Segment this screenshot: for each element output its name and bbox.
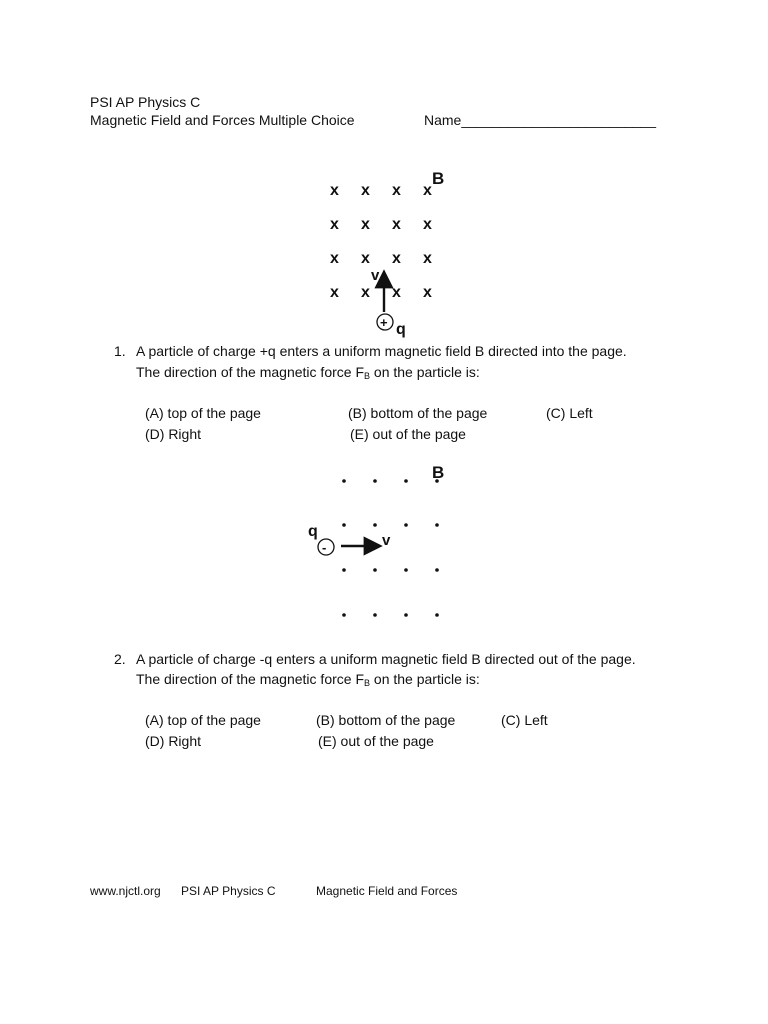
- question-1-line-2: The direction of the magnetic force $F_B$ on the particle is:: [136, 364, 480, 381]
- question-2-choice-a[interactable]: (A) top of the page: [145, 712, 261, 728]
- field-x-symbol: x: [423, 216, 432, 233]
- field-x-symbol: x: [392, 216, 401, 233]
- footer-topic: Magnetic Field and Forces: [316, 884, 458, 898]
- field-x-symbol: x: [330, 216, 339, 233]
- question-2-choice-b[interactable]: (B) bottom of the page: [316, 712, 456, 728]
- name-field: Name_________________________: [424, 112, 656, 128]
- question-2-line-2: The direction of the magnetic force $F_B$ on the particle is:: [136, 671, 480, 688]
- field-x-symbol: x: [361, 284, 370, 301]
- field-x-symbol: x: [423, 250, 432, 267]
- field-dot-symbol: [435, 568, 439, 572]
- worksheet-subtitle: Magnetic Field and Forces Multiple Choice: [90, 112, 355, 128]
- field-dot-symbol: [373, 568, 377, 572]
- positive-charge-sign: +: [380, 315, 388, 330]
- field-dot-symbol: [373, 479, 377, 483]
- course-title: PSI AP Physics C: [90, 94, 201, 110]
- field-x-symbol: x: [423, 182, 432, 199]
- field-x-symbol: x: [392, 250, 401, 267]
- velocity-label-2: v: [382, 532, 391, 549]
- field-dot-symbol: [342, 523, 346, 527]
- field-dot-symbol: [435, 613, 439, 617]
- velocity-label: v: [371, 267, 380, 284]
- field-x-symbol: x: [392, 284, 401, 301]
- field-x-symbol: x: [330, 284, 339, 301]
- question-2-choice-c[interactable]: (C) Left: [501, 712, 548, 728]
- field-dot-symbol: [342, 613, 346, 617]
- field-x-symbol: x: [423, 284, 432, 301]
- field-dot-symbol: [373, 613, 377, 617]
- field-dot-symbol: [404, 479, 408, 483]
- field-x-symbol: x: [330, 182, 339, 199]
- field-dot-symbol: [373, 523, 377, 527]
- question-1-choice-a[interactable]: (A) top of the page: [145, 405, 261, 421]
- field-dot-symbol: [404, 613, 408, 617]
- field-x-symbol: x: [361, 182, 370, 199]
- field-dot-symbol: [435, 523, 439, 527]
- question-2-choice-e[interactable]: (E) out of the page: [318, 733, 434, 749]
- charge-label-2: q: [308, 523, 318, 540]
- question-1-choice-c[interactable]: (C) Left: [546, 405, 593, 421]
- field-dot-grid: [342, 479, 439, 617]
- field-x-symbol: x: [361, 216, 370, 233]
- question-1-choice-d[interactable]: (D) Right: [145, 426, 202, 442]
- field-dot-symbol: [404, 523, 408, 527]
- question-1-choice-b[interactable]: (B) bottom of the page: [348, 405, 488, 421]
- question-2-choice-d[interactable]: (D) Right: [145, 733, 202, 749]
- footer-course: PSI AP Physics C: [181, 884, 276, 898]
- question-1-number: 1.: [114, 343, 126, 359]
- field-dot-symbol: [342, 479, 346, 483]
- field-x-symbol: x: [361, 250, 370, 267]
- field-dot-symbol: [404, 568, 408, 572]
- negative-charge-sign: -: [322, 540, 327, 555]
- charge-label: q: [396, 321, 406, 338]
- question-1-choice-e[interactable]: (E) out of the page: [350, 426, 466, 442]
- field-dot-symbol: [342, 568, 346, 572]
- field-label-b: B: [432, 169, 445, 188]
- question-2-line-1: A particle of charge -q enters a uniform magnetic field B directed out of the page.: [136, 651, 636, 667]
- question-2-number: 2.: [114, 651, 126, 667]
- field-label-b-2: B: [432, 463, 445, 482]
- field-x-symbol: x: [330, 250, 339, 267]
- field-x-symbol: x: [392, 182, 401, 199]
- footer-website[interactable]: www.njctl.org: [90, 884, 161, 898]
- question-1-line-1: A particle of charge +q enters a uniform magnetic field B directed into the page.: [136, 343, 627, 359]
